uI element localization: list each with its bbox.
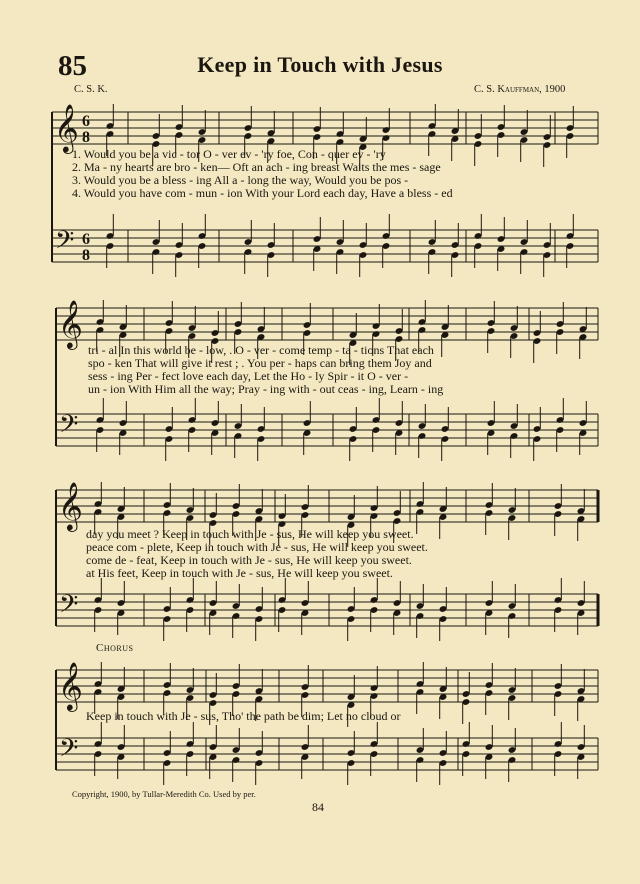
verse-line: un - ion With Him all the way; Pray - ing with - out ceas - ing, Learn - ing [88,382,444,396]
treble-clef-icon: 𝄞 [58,299,83,348]
verse-line: spo - ken That will give it rest ; . You per - haps can bring them Joy and [88,356,432,370]
treble-clef-icon: 𝄞 [58,661,83,710]
verse-line: tri - al In this world be - low, . O - ver - come temp - ta - tions That each [88,343,434,357]
chorus-label: Chorus [96,642,134,654]
time-signature: 6 [82,113,90,130]
verse-line: Keep in touch with Je - sus, Tho' the path be dim; Let no cloud or [86,709,401,723]
verse-line: 3. Would you be a bless - ing All a - long the way, Would you be pos - [72,173,409,187]
page-number: 84 [312,800,324,814]
verse-line: peace com - plete, Keep in touch with Je - sus, He will keep you sweet. [86,540,428,554]
verse-line: come de - feat, Keep in touch with Je - sus, He will keep you sweet. [86,553,412,567]
time-signature: 8 [82,247,90,264]
bass-clef-icon: 𝄢 [59,734,79,769]
verse-line: 4. Would you have com - mun - ion With your Lord each day, Have a bless - ed [72,186,453,200]
verse-line: day you meet ? Keep in touch with Je - sus, He will keep you sweet. [86,527,414,541]
time-signature: 8 [82,129,90,146]
bass-clef-icon: 𝄢 [59,410,79,445]
hymn-number: 85 [58,50,87,82]
treble-clef-icon: 𝄞 [58,481,83,530]
bass-clef-icon: 𝄢 [59,590,79,625]
verse-line: 1. Would you be a vic - tor O - ver ev - 'ry foe, Con - quer ev - 'ry [72,147,386,161]
bass-clef-icon: 𝄢 [55,226,75,261]
time-signature: 6 [82,231,90,248]
copyright-notice: Copyright, 1900, by Tullar-Meredith Co. Used by per. [72,789,256,799]
verse-line: at His feet, Keep in touch with Je - sus, He will keep you sweet. [86,566,393,580]
treble-clef-icon: 𝄞 [54,103,79,152]
verse-line: sess - ing Per - fect love each day, Let the Ho - ly Spir - it O - ver - [88,369,409,383]
hymn-title: Keep in Touch with Jesus [197,52,443,77]
verse-line: 2. Ma - ny hearts are bro - ken— Oft an ach - ing breast Waits the mes - sage [72,160,441,174]
words-credit: C. S. K. [74,84,108,95]
music-credit: C. S. Kauffman, 1900 [474,84,566,95]
